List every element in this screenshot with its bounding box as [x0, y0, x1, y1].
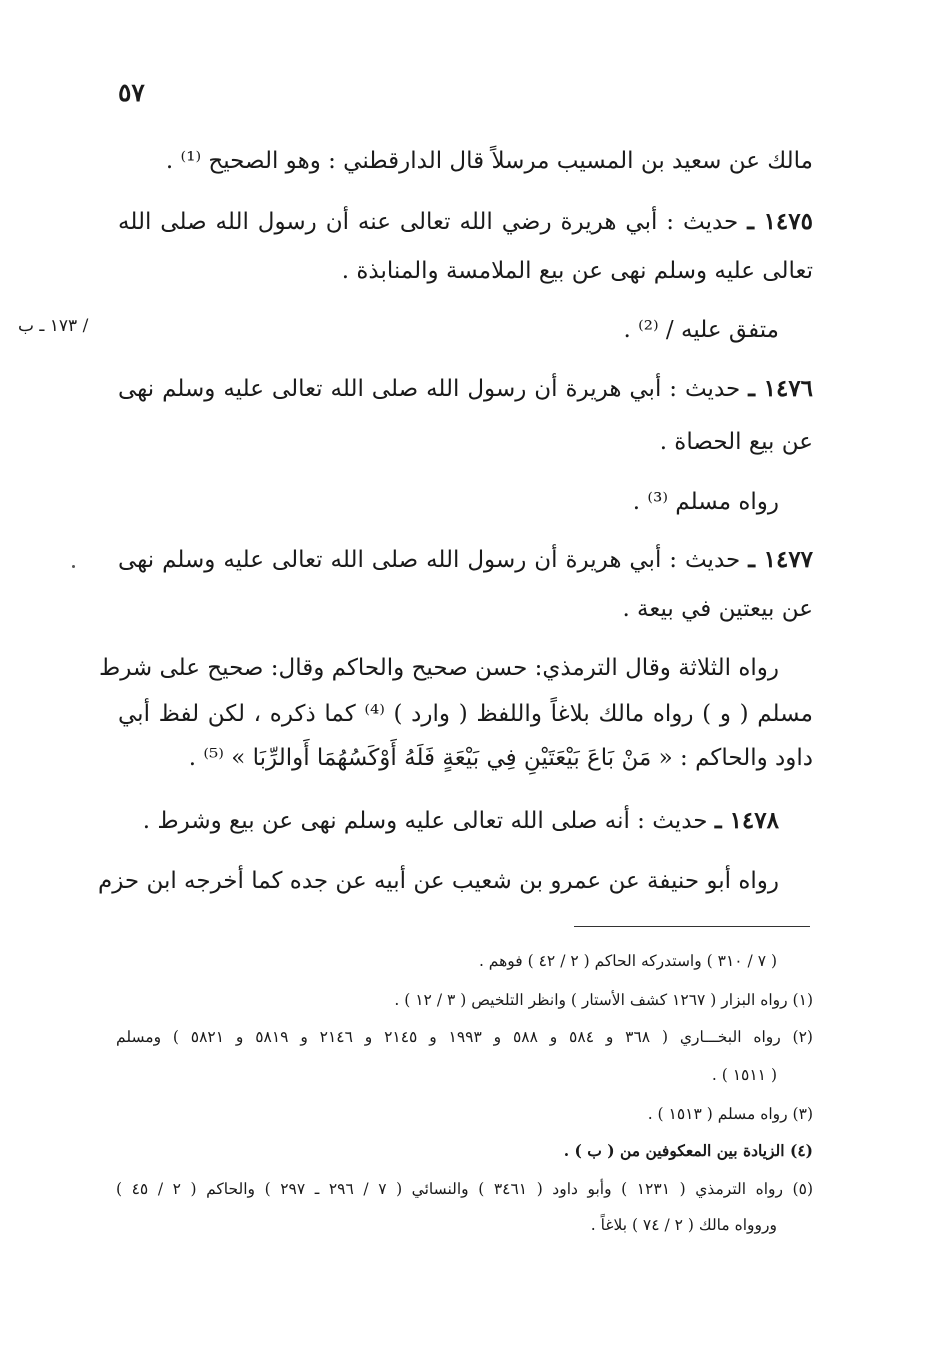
text-line: مالك عن سعيد بن المسيب مرسلاً قال الدارقطني : وهو الصحيح ⁽¹⁾ . — [165, 148, 813, 174]
text-line: مسلم ( و ) رواه مالك بلاغاً واللفظ ( وارد ) ⁽⁴⁾ كما ذكره ، لكن لفظ أبي — [118, 701, 814, 727]
hadith-text: حديث : أبي هريرة أن رسول الله صلى الله تعالى عليه وسلم نهى — [118, 547, 741, 573]
page-number: ٥٧ — [118, 78, 145, 107]
hadith-text: حديث : أنه صلى الله تعالى عليه وسلم نهى عن بيع وشرط . — [142, 808, 708, 834]
text-line: داود والحاكم : « مَنْ بَاعَ بَيْعَتَيْنِ فِي بَيْعَةٍ فَلَهُ أَوْكَسُهُمَا أَوالرِّبَا » ⁽⁵⁾ . — [188, 745, 813, 771]
hadith-number: ١٤٧٦ ـ — [748, 375, 814, 402]
hadith-number: ١٤٧٥ ـ — [747, 208, 813, 235]
hadith-1476-line — [118, 374, 813, 404]
text-line: رواه مسلم ⁽³⁾ . — [632, 489, 779, 515]
text-line: عن بيع الحصاة . — [659, 429, 813, 455]
hadith-1478-line — [143, 806, 779, 836]
hadith-1475-line — [118, 207, 813, 237]
margin-dot — [72, 565, 75, 568]
footnote-4: (٤) الزيادة بين المعكوفين من ( ب ) . — [563, 1141, 813, 1160]
text-line: رواه أبو حنيفة عن عمرو بن شعيب عن أبيه عن جده كما أخرجه ابن حزم — [97, 868, 779, 894]
text-line: عن بيعتين في بيعة . — [622, 596, 813, 622]
hadith-number: ١٤٧٧ ـ — [748, 546, 814, 573]
hadith-text: حديث : أبي هريرة أن رسول الله صلى الله تعالى عليه وسلم نهى — [118, 376, 741, 402]
text-line: رواه الثلاثة وقال الترمذي: حسن صحيح والحاكم وقال: صحيح على شرط — [98, 655, 779, 681]
margin-folio-note: / ١٧٣ ـ ب — [18, 316, 89, 336]
hadith-1477-line — [118, 545, 813, 575]
hadith-number: ١٤٧٨ ـ — [714, 807, 779, 834]
footnote-3: (٣) رواه مسلم ( ١٥١٣ ) . — [647, 1105, 813, 1123]
footnote-2: (٢) رواه البخـــاري ( ٣٦٨ و ٥٨٤ و ٥٨٨ و ١٩٩٣ و ٢١٤٥ و ٢١٤٦ و ٥٨١٩ و ٥٨٢١ ) ومسلم — [116, 1028, 813, 1046]
footnote-continuation: ( ٧ / ٣١٠ ) واستدركه الحاكم ( ٢ / ٤٢ ) فوهم . — [478, 952, 777, 970]
footnote-2-continuation: ( ١٥١١ ) . — [711, 1066, 777, 1084]
text-line: متفق عليه / ⁽²⁾ . — [623, 317, 779, 343]
hadith-text: حديث : أبي هريرة رضي الله تعالى عنه أن رسول الله صلى الله — [118, 209, 739, 235]
footnote-separator — [574, 926, 810, 927]
footnote-1: (١) رواه البزار ( ١٢٦٧ كشف الأستار ) وانظر التلخيص ( ٣ / ١٢ ) . — [394, 991, 813, 1009]
footnote-5-continuation: وروواه مالك ( ٢ / ٧٤ ) بلاغاً . — [590, 1216, 777, 1234]
footnote-5: (٥) رواه الترمذي ( ١٢٣١ ) وأبو داود ( ٣٤٦١ ) والنسائي ( ٧ / ٢٩٦ ـ ٢٩٧ ) والحاكم ( ٢ / ٤٥ ) — [116, 1180, 813, 1198]
text-line: تعالى عليه وسلم نهى عن بيع الملامسة والمنابذة . — [341, 258, 813, 284]
